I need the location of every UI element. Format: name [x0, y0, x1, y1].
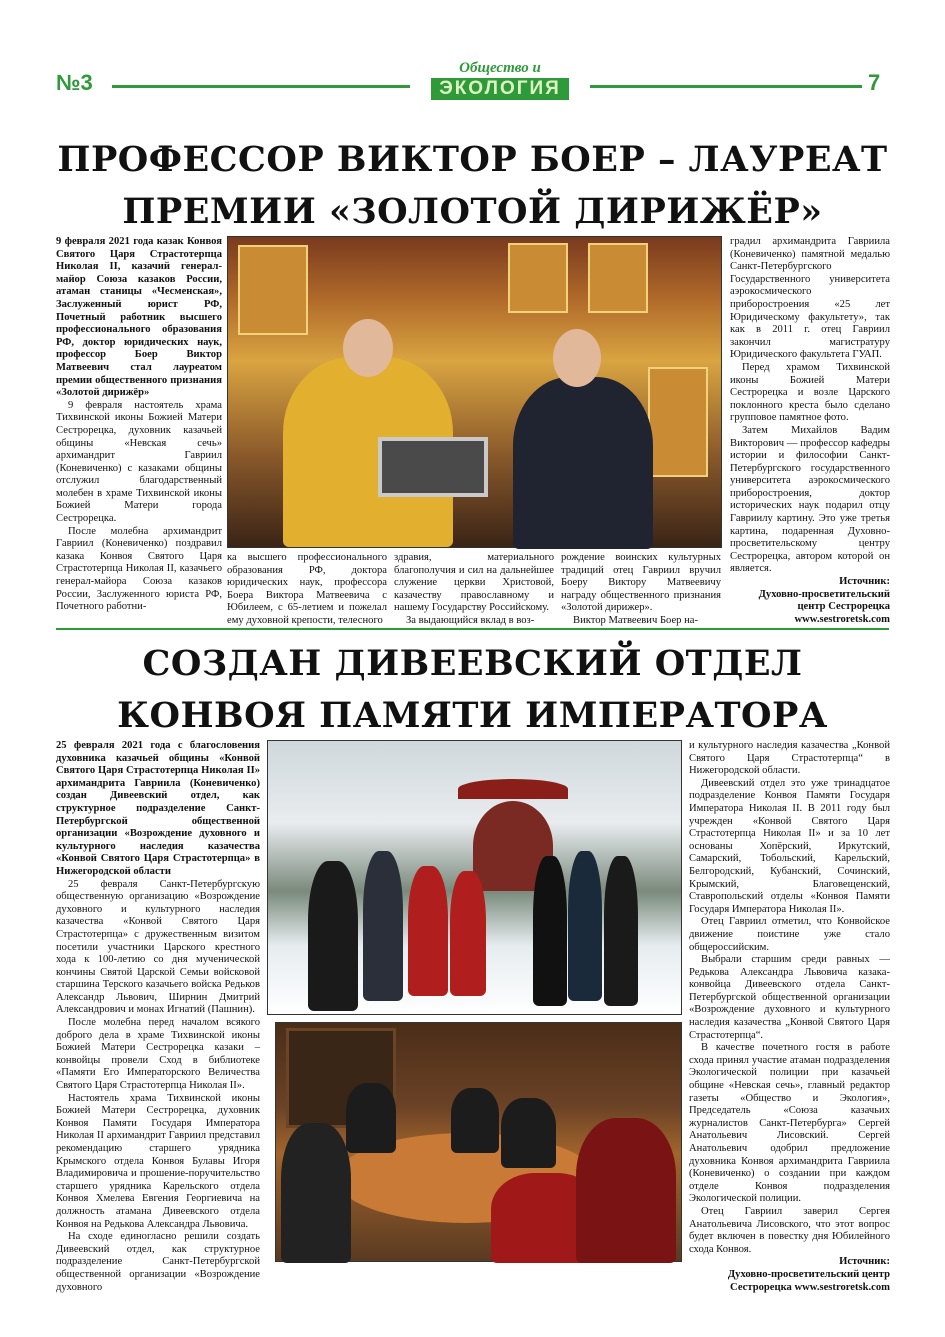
header-rule-right [590, 85, 862, 88]
article1-paragraph: Затем Михайлов Вадим Викторович — профессор кафедры истории и философии Санкт-Петербургского государственного университета аэрокосмического приборостроения, доктор исторических наук подарил отцу Гавриилу картину. Это уже третья картина, подаренная Духовно-просветительскому центру Сестрорецка, автором которой он является. [730, 424, 890, 575]
person-figure [576, 1118, 676, 1263]
person-figure [451, 1088, 499, 1153]
cossack-head [553, 329, 601, 387]
article1-lead: 9 февраля 2021 года казак Конвоя Святого Царя Страстотерпца Николая II, казачий генерал-майор Союза казаков России, атаман станицы «Чесменская», Заслуженный юрист РФ, Почетный работник высшего профессионального образования РФ, доктор юридических наук, профессор Боер Виктор Матвеевич стал лауреатом премии общественного признания «Золотой дирижёр» [56, 236, 222, 399]
article2-paragraph: Отец Гавриил отметил, что Конвойское движение поистине уже стало общероссийским. [689, 916, 890, 953]
article1-photo [227, 236, 722, 548]
page-number: 7 [868, 70, 881, 95]
article1-left-column [56, 236, 222, 616]
article1-title-line2: ПРЕМИИ «ЗОЛОТОЙ ДИРИЖЁР» [122, 191, 823, 232]
article2-title-line1: СОЗДАН ДИВЕЕВСКИЙ ОТДЕЛ [142, 643, 803, 684]
person-figure [568, 851, 602, 1001]
article2-paragraph: 25 февраля Санкт-Петербургскую общественную организацию «Возрождение духовного и культурного наследия казачества «Конвой Святого Царя Страстотерпца» с дружественным визитом посетили участники Царского крестного хода к 100-летию со дня мученической кончины Святой Царской Семьи войсковой старшина Терского казачьего войска Редьков Александр Львович, Ширнин Дмитрий Александрович и монах Игнатий (Пашнин). [56, 878, 260, 1016]
cossack-figure [513, 377, 653, 549]
article2-paragraph: Отец Гавриил заверил Сергея Анатольевича Лисовского, что этот вопрос будет включен в повестку дня Юбилейного схода Конвоя. [689, 1205, 890, 1255]
person-figure [346, 1083, 396, 1153]
icon-painting [588, 243, 648, 313]
article2-source-url: Сестрорецка www.sestroretsk.com [730, 1281, 890, 1293]
section-divider [56, 628, 889, 630]
masthead-bottom: ЭКОЛОГИЯ [431, 78, 569, 100]
article1-column [227, 552, 387, 626]
icon-painting [238, 245, 308, 335]
article1-paragraph: За выдающийся вклад в воз- [406, 614, 535, 626]
article2-paragraph: Выбрали старшим среди равных — Редькова Александра Львовича казака-конвойца Дивеевского отдела Санкт-Петербургской общественной организации «Возрождение духовного и культурного наследия казачества „Конвой Святого Царя Страстотерпца“. [689, 954, 890, 1041]
article2-paragraph: Дивеевский отдел это уже тринадцатое подразделение Конвоя Памяти Государя Императора Николая II. В 2011 году был учрежден «Конвой Святого Царя Страстотерпца Николая II» и за 10 лет основаны Хопёрский, Иркутский, Самарский, Тобольский, Карельский, Белгородский, Кубанский, Сочинский, Крымский, Благовещенский, Ставропольский отделы «Конвоя Памяти Государя Императора Николая II». [689, 777, 890, 915]
icon-painting [648, 367, 708, 477]
article1-paragraph: 9 февраля настоятель храма Тихвинской иконы Божией Матери Сестрорецка, духовник казачьей общины «Невская сечь» архимандрит Гавриил (Коневиченко) с казаками общины отслужил благодарственный молебен в храме Тихвинской иконы Божией Матери города Сестрорецка. [56, 399, 222, 525]
article1-paragraph: здравия, материального благополучия и сил на дальнейшее служение церкви Христовой, казачеству православному и нашему Государству Российскому. [394, 552, 554, 614]
person-figure [604, 856, 638, 1006]
article2-photo-outdoor [267, 740, 682, 1015]
framed-award [378, 437, 488, 497]
masthead-top: Общество и [459, 60, 541, 76]
article2-left-column [56, 740, 260, 1293]
icon-painting [508, 243, 568, 313]
article2-paragraph: После молебна перед началом всякого доброго дела в храме Тихвинской иконы Божией Матери Сестрорецка казаки – конвойцы провели Сход в библиотеке «Памяти Его Императорского Величества Святого Царя Страстотерпца Николая II». [56, 1017, 260, 1092]
person-figure [308, 861, 358, 1011]
article1-paragraph: После молебна архимандрит Гавриил (Коневиченко) поздравил казака Конвоя Святого Царя Страстотерпца Николая II, казачьего генерал-майора Союза казаков России, Заслуженного юриста РФ, Почетного работни- [56, 525, 222, 613]
article2-right-column [689, 740, 890, 1293]
article2-photo-meeting [275, 1022, 682, 1262]
article1-paragraph: градил архимандрита Гавриила (Коневиченко) памятной медалью Санкт-Петербургского Государственного университета аэрокосмического приборостроения «25 лет Юридическому факультету», так как в 2011 г. отец Гавриил закончил магистратуру Юридического факультета ГУАП. [730, 236, 890, 361]
person-figure [450, 871, 486, 996]
masthead-logo [412, 60, 588, 102]
article1-column [561, 552, 721, 626]
article1-source-label: Источник: [839, 576, 890, 588]
person-figure [408, 866, 448, 996]
header-rule-left [112, 85, 410, 88]
article2-title-line2: КОНВОЯ ПАМЯТИ ИМПЕРАТОРА [117, 695, 828, 736]
article1-right-column [730, 236, 890, 625]
person-figure [501, 1098, 556, 1168]
article1-paragraph: Перед храмом Тихвинской иконы Божией Матери Сестрорецка и возле Царского поклонного креста было сделано групповое памятное фото. [730, 361, 890, 424]
person-figure [363, 851, 403, 1001]
issue-number: №3 [56, 70, 93, 95]
person-figure [281, 1123, 351, 1263]
article2-paragraph: и культурного наследия казачества „Конвой Святого Царя Страстотерпца“ в Нижегородской области. [689, 740, 890, 777]
article2-paragraph: В качестве почетного гостя в работе схода принял участие атаман подразделения Экологической полиции при казачьей общине «Невская сечь», главный редактор газеты «Общество и Экология», Председатель «Союза казачьих журналистов Санкт-Петербурга» Сергей Анатольевич Лисовский. Сергей Анатольевич одобрил предложение духовника Конвоя архимандрита Гавриила (Коневиченко) о создании при каждом отделе Конвоя подразделения Экологической полиции. [689, 1042, 890, 1205]
article2-lead: 25 февраля 2021 года с благословения духовника казачьей общины «Конвой Святого Царя Страстотерпца Николая II» архимандрита Гавриила (Коневиченко) создан Дивеевский отдел, как структурное подразделение Санкт-Петербургской общественной организации «Возрождение духовного и культурного наследия казачества «Конвой Святого Царя Страстотерпца» в Нижегородской области [56, 740, 260, 877]
person-figure [533, 856, 567, 1006]
article1-source-text: Духовно-просветительский центр Сестрорецка [758, 588, 890, 613]
article1-paragraph: ка высшего профессионального образования РФ, доктора юридических наук, профессора Боера Виктора Матвеевича с Юбилеем, с 65-летием и пожелал ему духовной крепости, телесного [227, 552, 387, 626]
article2-source-label: Источник: [839, 1256, 890, 1268]
article2-paragraph: Настоятель храма Тихвинской иконы Божией Матери Сестрорецка, духовник Конвоя Памяти Государя Императора Николая II архимандрит Гавриил представил рекомендацию старшего урядника Крымского отдела Конвоя Булавы Игоря Владимировича и прошение-поручительство старшего урядника Карельского отдела Конвоя Хмелева Евгения Георгиевича на должность атамана Дивеевского отдела Конвоя на Редькова Александра Львовича. [56, 1092, 260, 1230]
article2-headline [40, 638, 905, 742]
article1-headline [40, 134, 905, 238]
article1-column [394, 552, 554, 626]
article2-source-text: Духовно-просветительский центр [727, 1268, 890, 1280]
article1-paragraph: Виктор Матвеевич Боер на- [573, 614, 698, 626]
article1-source-url: www.sestroretsk.com [794, 613, 890, 625]
article1-paragraph: рождение воинских культурных традиций отец Гавриил вручил Боеру Виктору Матвеевичу награду общественного признания «Золотой дирижер». [561, 552, 721, 614]
priest-head [343, 319, 393, 377]
article2-paragraph: На сходе единогласно решили создать Дивеевский отдел, как структурное подразделение Санкт-Петербургской общественной организации «Возрождение духовного [56, 1231, 260, 1293]
article1-title-line1: ПРОФЕССОР ВИКТОР БОЕР – ЛАУРЕАТ [57, 139, 888, 180]
chapel-sign [458, 779, 568, 799]
